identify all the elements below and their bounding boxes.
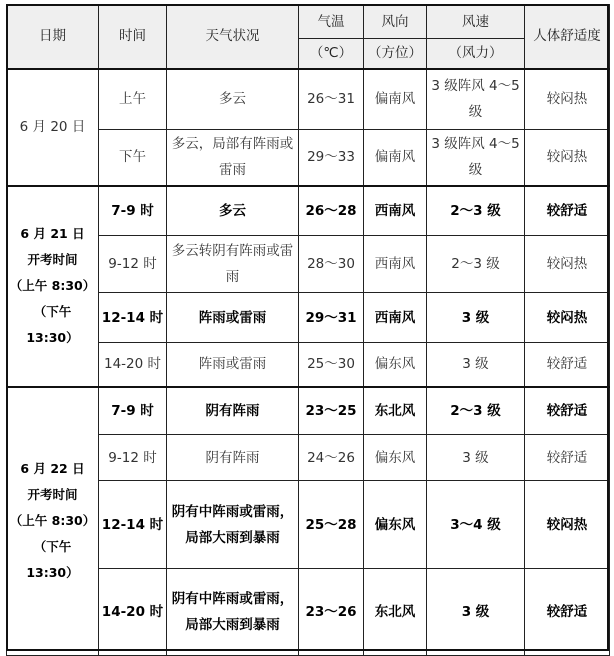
exam-pm: （下午 13:30） bbox=[26, 539, 79, 581]
temp-cell: 23～25 bbox=[299, 387, 364, 435]
temp-cell: 26～31 bbox=[299, 69, 364, 130]
weather-cell: 多云 bbox=[167, 186, 299, 236]
time-cell: 14-20 时 bbox=[99, 569, 167, 656]
comfort-cell: 较舒适 bbox=[525, 435, 610, 481]
wind-speed-cell: 3 级 bbox=[427, 569, 525, 656]
header-comfort: 人体舒适度 bbox=[525, 5, 610, 69]
comfort-cell: 较闷热 bbox=[525, 481, 610, 569]
wind-speed-cell: 3 级阵风 4～5 级 bbox=[427, 69, 525, 130]
time-cell: 12-14 时 bbox=[99, 481, 167, 569]
header-date: 日期 bbox=[7, 5, 99, 69]
comfort-cell: 较舒适 bbox=[525, 186, 610, 236]
table-row bbox=[7, 69, 610, 130]
weather-cell: 多云转阴有阵雨或雷雨 bbox=[167, 236, 299, 293]
time-cell: 下午 bbox=[99, 130, 167, 186]
comfort-cell: 较闷热 bbox=[525, 130, 610, 186]
temp-cell: 26～28 bbox=[299, 186, 364, 236]
weather-cell: 阵雨或雷雨 bbox=[167, 343, 299, 387]
weather-cell: 阴有中阵雨或雷雨，局部大雨到暴雨 bbox=[167, 481, 299, 569]
wind-dir-cell: 偏东风 bbox=[364, 343, 427, 387]
weather-cell: 多云，局部有阵雨或雷雨 bbox=[167, 130, 299, 186]
header-temp-unit: （℃） bbox=[299, 39, 364, 69]
weather-cell: 阴有阵雨 bbox=[167, 387, 299, 435]
temp-cell: 25～28 bbox=[299, 481, 364, 569]
time-cell: 上午 bbox=[99, 69, 167, 130]
wind-speed-cell: 2～3 级 bbox=[427, 186, 525, 236]
wind-speed-cell: 3 级 bbox=[427, 435, 525, 481]
time-cell: 7-9 时 bbox=[99, 387, 167, 435]
wind-dir-cell: 偏东风 bbox=[364, 481, 427, 569]
temp-cell: 25～30 bbox=[299, 343, 364, 387]
wind-dir-cell: 东北风 bbox=[364, 569, 427, 656]
comfort-cell: 较舒适 bbox=[525, 343, 610, 387]
table-row bbox=[7, 387, 610, 435]
comfort-cell: 较舒适 bbox=[525, 569, 610, 656]
weather-cell: 多云 bbox=[167, 69, 299, 130]
time-cell: 14-20 时 bbox=[99, 343, 167, 387]
date-cell bbox=[7, 387, 99, 656]
wind-dir-cell: 西南风 bbox=[364, 293, 427, 343]
date-label: 6 月 22 日 bbox=[20, 461, 85, 477]
wind-dir-cell: 西南风 bbox=[364, 236, 427, 293]
temp-cell: 23～26 bbox=[299, 569, 364, 656]
wind-dir-cell: 偏南风 bbox=[364, 130, 427, 186]
time-cell: 9-12 时 bbox=[99, 435, 167, 481]
comfort-cell: 较闷热 bbox=[525, 236, 610, 293]
weather-table bbox=[6, 4, 610, 656]
header-wind-dir-unit: （方位） bbox=[364, 39, 427, 69]
weather-cell: 阵雨或雷雨 bbox=[167, 293, 299, 343]
wind-dir-cell: 东北风 bbox=[364, 387, 427, 435]
exam-am: （上午 8:30） bbox=[9, 278, 96, 293]
time-cell: 9-12 时 bbox=[99, 236, 167, 293]
temp-cell: 29～33 bbox=[299, 130, 364, 186]
weather-cell: 阴有阵雨 bbox=[167, 435, 299, 481]
header-temp: 气温 bbox=[299, 5, 364, 39]
time-cell: 7-9 时 bbox=[99, 186, 167, 236]
table-row bbox=[7, 186, 610, 236]
wind-speed-cell: 3 级 bbox=[427, 343, 525, 387]
header-wind-dir: 风向 bbox=[364, 5, 427, 39]
wind-dir-cell: 偏南风 bbox=[364, 69, 427, 130]
wind-speed-cell: 3 级阵风 4～5 级 bbox=[427, 130, 525, 186]
header-time: 时间 bbox=[99, 5, 167, 69]
wind-speed-cell: 3 级 bbox=[427, 293, 525, 343]
header-weather: 天气状况 bbox=[167, 5, 299, 69]
wind-speed-cell: 3～4 级 bbox=[427, 481, 525, 569]
exam-pm: （下午 13:30） bbox=[26, 304, 79, 345]
temp-cell: 24～26 bbox=[299, 435, 364, 481]
header-wind-speed: 风速 bbox=[427, 5, 525, 39]
wind-speed-cell: 2～3 级 bbox=[427, 387, 525, 435]
wind-dir-cell: 西南风 bbox=[364, 186, 427, 236]
exam-am: （上午 8:30） bbox=[9, 513, 96, 529]
time-cell: 12-14 时 bbox=[99, 293, 167, 343]
date-cell: 6 月 20 日 bbox=[7, 69, 99, 186]
date-label: 6 月 21 日 bbox=[20, 226, 85, 241]
header-wind-speed-unit: （风力） bbox=[427, 39, 525, 69]
wind-speed-cell: 2～3 级 bbox=[427, 236, 525, 293]
wind-dir-cell: 偏东风 bbox=[364, 435, 427, 481]
temp-cell: 28～30 bbox=[299, 236, 364, 293]
comfort-cell: 较闷热 bbox=[525, 293, 610, 343]
exam-label: 开考时间 bbox=[27, 487, 78, 503]
date-cell bbox=[7, 186, 99, 387]
weather-cell: 阴有中阵雨或雷雨，局部大雨到暴雨 bbox=[167, 569, 299, 656]
comfort-cell: 较舒适 bbox=[525, 387, 610, 435]
comfort-cell: 较闷热 bbox=[525, 69, 610, 130]
exam-label: 开考时间 bbox=[27, 252, 78, 267]
temp-cell: 29～31 bbox=[299, 293, 364, 343]
